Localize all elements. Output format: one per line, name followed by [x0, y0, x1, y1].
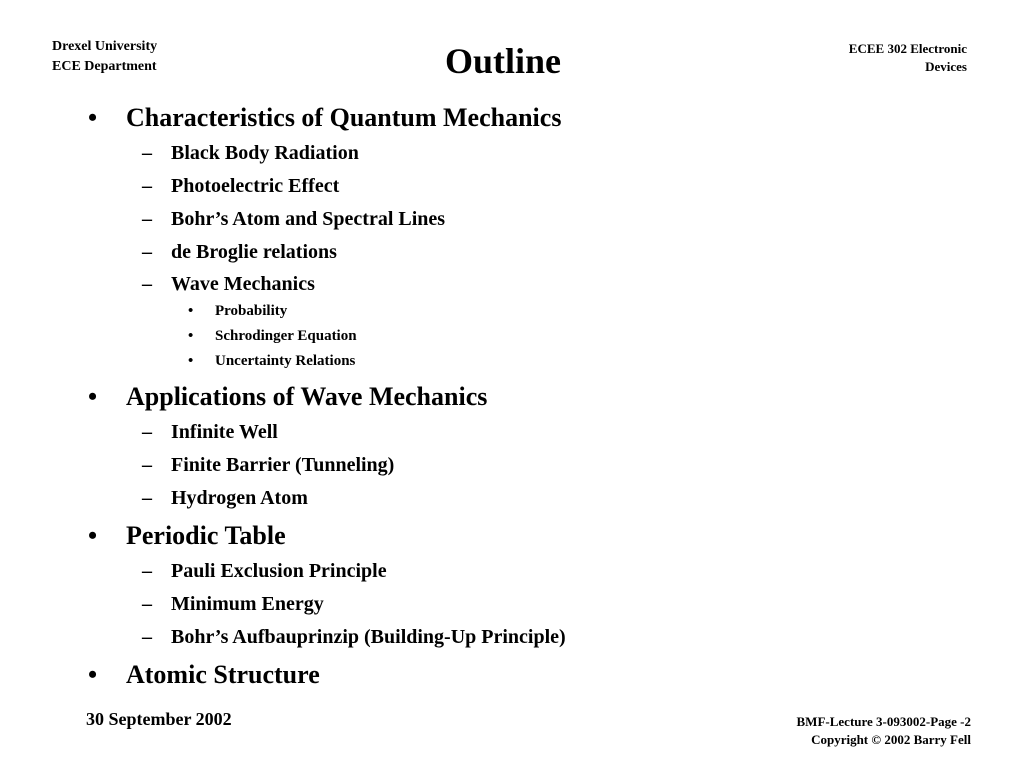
outline-item-level2 [142, 625, 566, 649]
outline-item-text: Applications of Wave Mechanics [126, 382, 488, 411]
dash-bullet-icon: – [142, 421, 152, 443]
university-name: Drexel University [52, 39, 158, 54]
dash-bullet-icon: – [142, 142, 152, 164]
outline-item-text: Hydrogen Atom [171, 487, 308, 509]
dash-bullet-icon: – [142, 208, 152, 230]
outline-item-text: Pauli Exclusion Principle [171, 560, 387, 582]
course-name-line2: Devices [925, 59, 967, 74]
outline-item-level2 [142, 141, 359, 165]
outline-item-text: Uncertainty Relations [215, 353, 356, 369]
outline-item-text: Finite Barrier (Tunneling) [171, 454, 395, 476]
outline-item-level1 [88, 521, 286, 551]
outline-item-text: Wave Mechanics [171, 273, 315, 295]
copyright-notice: Copyright © 2002 Barry Fell [811, 732, 971, 747]
dash-bullet-icon: – [142, 560, 152, 582]
dash-bullet-icon: – [142, 593, 152, 615]
outline-item-level1 [88, 103, 562, 133]
outline-item-text: Bohr’s Aufbauprinzip (Building-Up Principle) [171, 626, 566, 648]
outline-item-level2 [142, 240, 337, 264]
dash-bullet-icon: – [142, 241, 152, 263]
outline-item-text: Bohr’s Atom and Spectral Lines [171, 208, 446, 230]
bullet-icon: • [88, 521, 98, 550]
outline-item-level2 [142, 486, 308, 510]
outline-item-level1 [88, 660, 320, 690]
slide-title: Outline [444, 41, 561, 81]
outline-item-level2 [142, 592, 324, 616]
bullet-icon: • [88, 382, 98, 411]
dash-bullet-icon: – [142, 273, 152, 295]
outline-item-text: Characteristics of Quantum Mechanics [126, 103, 562, 132]
course-header [767, 40, 967, 76]
outline-item-text: Black Body Radiation [171, 142, 359, 164]
department-name: ECE Department [52, 59, 157, 74]
dash-bullet-icon: – [142, 175, 152, 197]
outline-item-text: Atomic Structure [126, 660, 320, 689]
outline-item-level2 [142, 207, 446, 231]
bullet-icon: • [88, 103, 98, 132]
outline-item-level2 [142, 272, 315, 296]
outline-item-text: Schrodinger Equation [215, 328, 357, 344]
footer-date: 30 September 2002 [86, 709, 232, 729]
footer-credits [797, 713, 971, 749]
outline-item-text: Minimum Energy [171, 593, 324, 615]
outline-item-level2 [142, 453, 395, 477]
bullet-icon: • [88, 660, 98, 689]
bullet-icon: • [188, 303, 194, 319]
outline-item-text: Photoelectric Effect [171, 175, 340, 197]
bullet-icon: • [188, 328, 194, 344]
outline-item-level3 [188, 327, 357, 345]
outline-item-text: Periodic Table [126, 521, 286, 550]
outline-item-text: Probability [215, 303, 288, 319]
outline-item-level1 [88, 382, 488, 412]
outline-item-text: de Broglie relations [171, 241, 337, 263]
dash-bullet-icon: – [142, 454, 152, 476]
outline-item-level3 [188, 352, 356, 370]
course-name-line1: ECEE 302 Electronic [848, 41, 967, 56]
outline-item-text: Infinite Well [171, 421, 278, 443]
lecture-page-label: BMF-Lecture 3-093002-Page -2 [796, 714, 971, 729]
outline-item-level3 [188, 302, 288, 320]
dash-bullet-icon: – [142, 626, 152, 648]
outline-item-level2 [142, 559, 387, 583]
bullet-icon: • [188, 353, 194, 369]
dash-bullet-icon: – [142, 487, 152, 509]
outline-item-level2 [142, 174, 340, 198]
outline-item-level2 [142, 420, 278, 444]
